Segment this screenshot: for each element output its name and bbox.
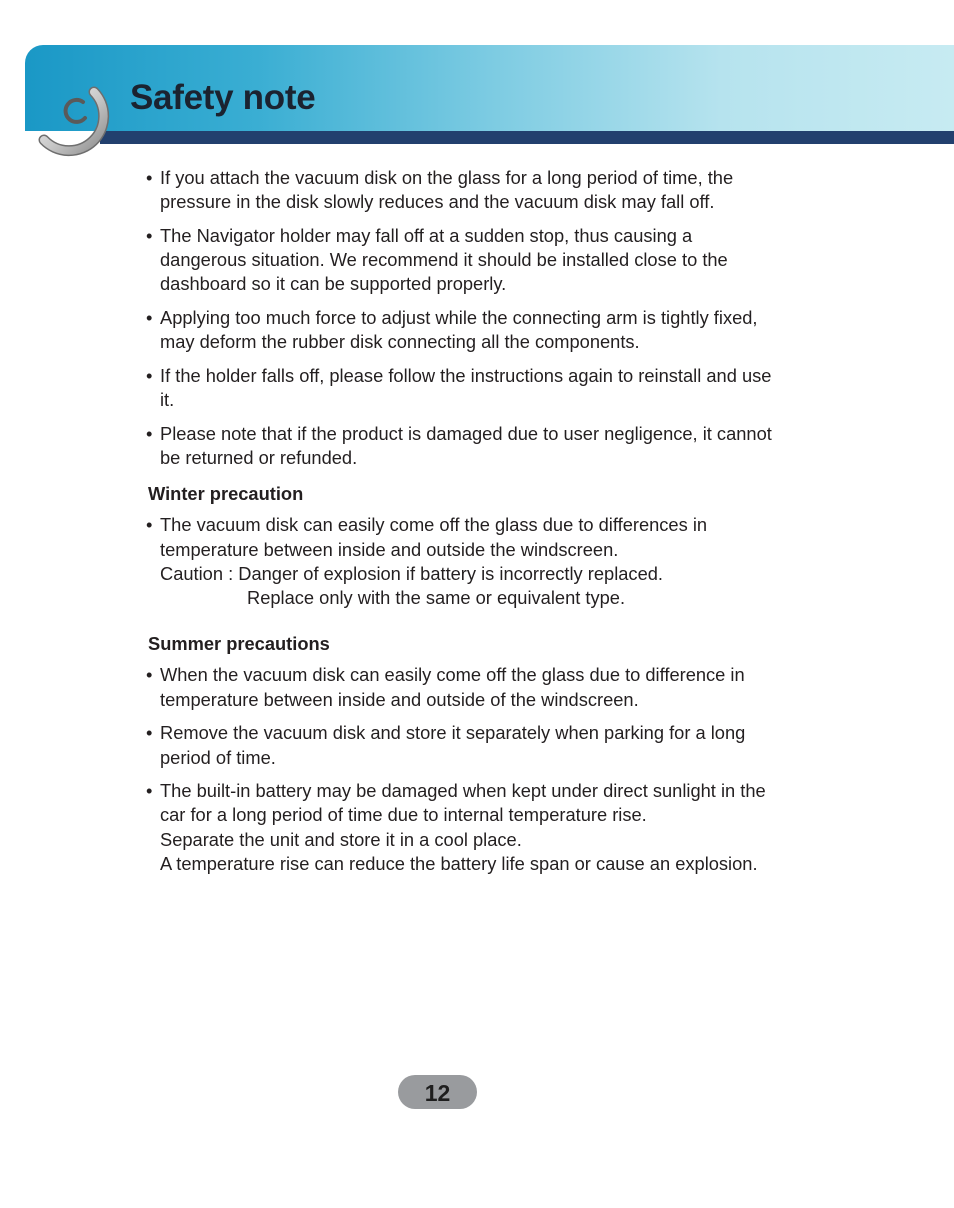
general-note-1: • If you attach the vacuum disk on the glass for a long period of time, the pressure in the disk slowly reduces and the vacuum disk may fall off. xyxy=(146,166,776,214)
caution-line-2: Replace only with the same or equivalent type. xyxy=(247,587,626,609)
summer-bullet-3 xyxy=(146,779,776,876)
summer-bullet-2: • Remove the vacuum disk and store it separately when parking for a long period of time. xyxy=(146,721,776,769)
page-number: 12 xyxy=(398,1075,477,1109)
ring-icon xyxy=(36,80,116,162)
winter-bullet xyxy=(146,513,776,610)
winter-bullet-text: • The vacuum disk can easily come off the glass due to differences in temperature between inside and outside the windscreen. xyxy=(160,514,708,560)
page-title: Safety note xyxy=(130,78,316,117)
summer-bullet-3-text: • The built-in battery may be damaged when kept under direct sunlight in the car for a long period of time due to internal temperature rise. xyxy=(160,780,766,826)
general-note-5: • Please note that if the product is damaged due to user negligence, it cannot be returned or refunded. xyxy=(146,422,776,470)
general-note-3: • Applying too much force to adjust while the connecting arm is tightly fixed, may deform the rubber disk connecting all the components. xyxy=(146,306,776,354)
general-note-2: • The Navigator holder may fall off at a sudden stop, thus causing a dangerous situation. We recommend it should be installed close to the dashboard so it can be supported properly. xyxy=(146,224,776,297)
caution-line-1: Caution : Danger of explosion if battery is incorrectly replaced. xyxy=(160,562,663,584)
header-underline-bar xyxy=(100,131,954,144)
general-note-4: • If the holder falls off, please follow the instructions again to reinstall and use it. xyxy=(146,364,776,412)
winter-heading: Winter precaution xyxy=(148,483,304,505)
summer-bullet-3-extra-1: Separate the unit and store it in a cool place. xyxy=(160,828,522,850)
summer-heading: Summer precautions xyxy=(148,633,330,655)
summer-bullet-1: • When the vacuum disk can easily come off the glass due to difference in temperature between inside and outside of the windscreen. xyxy=(146,663,776,711)
content xyxy=(146,166,776,886)
summer-bullet-3-extra-2: A temperature rise can reduce the battery life span or cause an explosion. xyxy=(160,852,758,874)
